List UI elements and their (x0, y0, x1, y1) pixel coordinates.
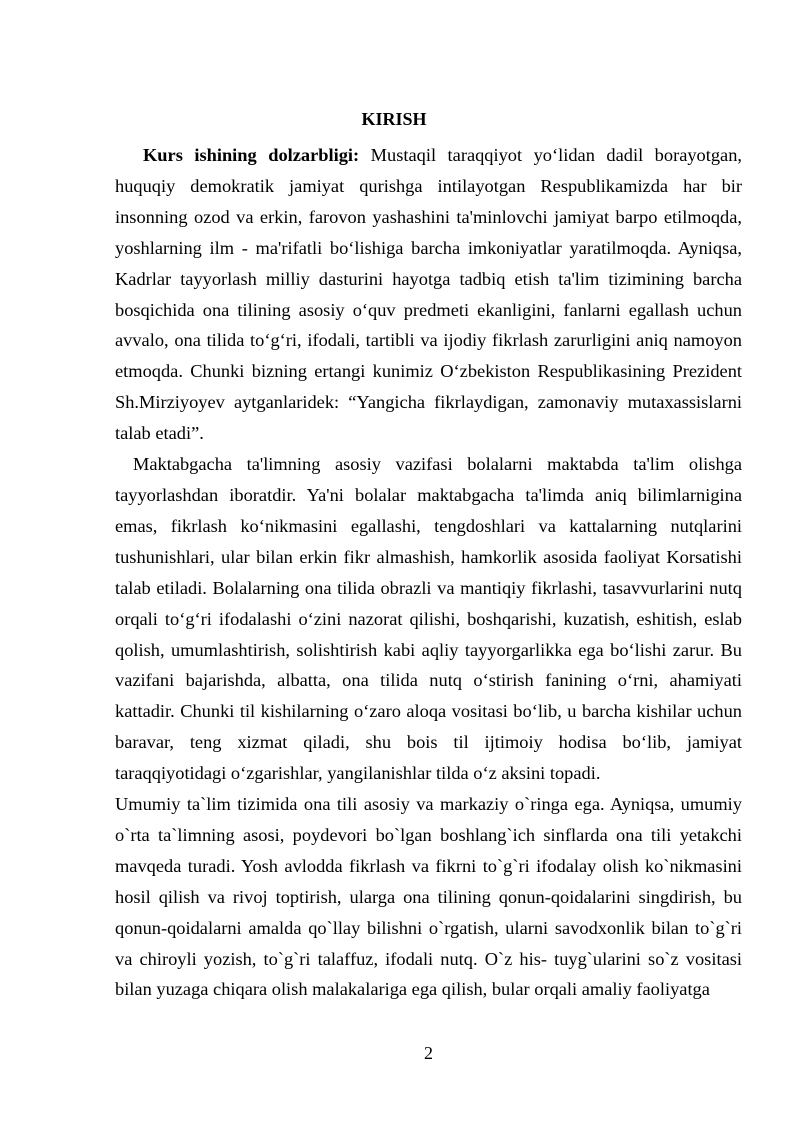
paragraph-lead: Kurs ishining dolzarbligi: (143, 145, 360, 165)
document-title: KIRISH (361, 109, 427, 129)
document-body (115, 140, 742, 1005)
paragraph-text: Mustaqil taraqqiyot yo‘lidan dadil borayotgan, huquqiy demokratik jamiyat qurishga intilayotgan Respublikamizda har bir insonning ozod va erkin, farovon yashashini ta'minlovchi jamiyat barpo etilmoqda, yoshlarning ilm - ma'rifatli bo‘lishiga barcha imkoniyatlar yaratilmoqda. Ayniqsa, Kadrlar tayyorlash milliy dasturini hayotga tadbiq etish ta'lim tizimining barcha bosqichida ona tilining asosiy o‘quv predmeti ekanligini, fanlarni egallash uchun avvalo, ona tilida to‘g‘ri, ifodali, tartibli va ijodiy fikrlash zarurligini aniq namoyon etmoqda. Chunki bizning ertangi kunimiz O‘zbekiston Respublikasining Prezident Sh.Mirziyoyev aytganlaridek: “Yangicha fikrlaydigan, zamonaviy mutaxassislarni talab etadi”. (115, 145, 743, 444)
page-number: 2 (424, 1043, 433, 1063)
paragraph-relevance (115, 140, 742, 449)
paragraph-general-education: Umumiy ta`lim tizimida ona tili asosiy va markaziy o`ringa ega. Ayniqsa, umumiy o`rta ta`limning asosi, poydevori bo`lgan boshlang`ich sinflarda ona tili yetakchi mavqeda turadi. Yosh avlodda fikrlash va fikrni to`g`ri ifodalay olish ko`nikmasini hosil qilish va rivoj toptirish, ularga ona tilining qonun-qoidalarini singdirish, bu qonun-qoidalarni amalda qo`llay bilishni o`rgatish, ularni savodxonlik bilan to`g`ri va chiroyli yozish, to`g`ri talaffuz, ifodali nutq. O`z his- tuyg`ularini so`z vositasi bilan yuzaga chiqara olish malakalariga ega qilish, bular orqali amaliy faoliyatga (115, 794, 742, 1000)
paragraph-preschool: Maktabgacha ta'limning asosiy vazifasi bolalarni maktabda ta'lim olishga tayyorlashdan iboratdir. Ya'ni bolalar maktabgacha ta'limda aniq bilimlarnigina emas, fikrlash ko‘nikmasini egallashi, tengdoshlari va kattalarning nutqlarini tushunishlari, ular bilan erkin fikr almashish, hamkorlik asosida faoliyat Korsatishi talab etiladi. Bolalarning ona tilida obrazli va mantiqiy fikrlashi, tasavvurlarini nutq orqali to‘g‘ri ifodalashi o‘zini nazorat qilishi, boshqarishi, kuzatish, eshitish, eslab qolish, umumlashtirish, solishtirish kabi aqliy tayyorgarlikka ega bo‘lishi zarur. Bu vazifani bajarishda, albatta, ona tilida nutq o‘stirish fanining o‘rni, ahamiyati kattadir. Chunki til kishilarning o‘zaro aloqa vositasi bo‘lib, u barcha kishilar uchun baravar, teng xizmat qiladi, shu bois til ijtimoiy hodisa bo‘lib, jamiyat taraqqiyotidagi o‘zgarishlar, yangilanishlar tilda o‘z aksini topadi. (115, 454, 742, 784)
